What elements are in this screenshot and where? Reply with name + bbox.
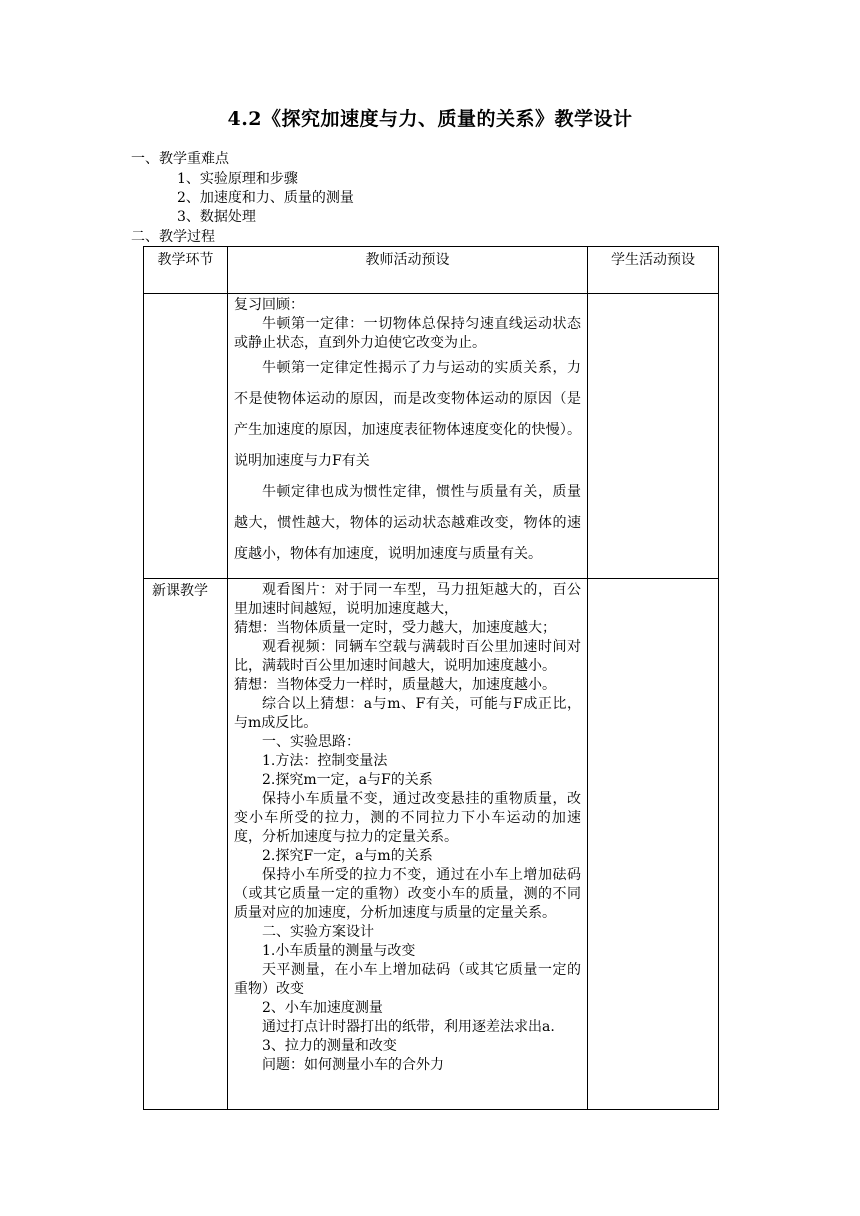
teaching-process-table [143,246,719,1110]
paragraph: 猜想：当物体受力一样时，质量越大，加速度越小。 [234,677,556,693]
teacher-activity-cell [228,579,588,1110]
paragraph: 2.探究m一定，a与F的关系 [262,772,433,788]
section-heading-process: 二、教学过程 [131,229,215,245]
paragraph: 观看图片：对于同一车型，马力扭矩越大的，百公里加速时间越短，说明加速度越大， [234,582,581,617]
header-teacher-activity: 教师活动预设 [228,247,588,294]
paragraph: 2.探究F一定，a与m的关系 [262,848,433,864]
paragraph: 保持小车所受的拉力不变，通过在小车上增加砝码（或其它质量一定的重物）改变小车的质量，测的不同质量对应的加速度，分析加速度与质量的定量关系。 [234,867,581,921]
paragraph: 1.方法：控制变量法 [262,753,388,769]
paragraph: 猜想：当物体质量一定时，受力越大，加速度越大； [234,620,556,636]
key-point-item: 3、数据处理 [177,209,256,225]
table-header-row [144,247,719,294]
header-student-activity: 学生活动预设 [588,247,719,294]
section-heading-key-points: 一、教学重难点 [131,151,229,167]
stage-cell: 新课教学 [144,579,228,1110]
paragraph: 综合以上猜想：a与m、F有关，可能与F成正比，与m成反比。 [234,696,581,731]
paragraph: 保持小车质量不变，通过改变悬挂的重物质量，改变小车所受的拉力，测的不同拉力下小车运动的加速度，分析加速度与拉力的定量关系。 [234,791,581,845]
paragraph: 问题：如何测量小车的合外力 [262,1057,444,1073]
paragraph: 天平测量，在小车上增加砝码（或其它质量一定的重物）改变 [234,962,581,997]
paragraph: 牛顿定律也成为惯性定律，惯性与质量有关，质量越大，惯性越大，物体的运动状态越难改变，物体的速度越小，物体有加速度，说明加速度与质量有关。 [234,484,581,562]
review-heading: 复习回顾： [234,297,304,313]
stage-cell [144,294,228,579]
key-point-item: 2、加速度和力、质量的测量 [177,190,354,206]
paragraph: 观看视频：同辆车空载与满载时百公里加速时间对比，满载时百公里加速时间越大，说明加速度越小。 [234,639,581,674]
paragraph: 2、小车加速度测量 [262,1000,383,1016]
paragraph: 牛顿第一定律：一切物体总保持匀速直线运动状态或静止状态，直到外力迫使它改变为止。 [234,316,581,351]
header-stage: 教学环节 [144,247,228,294]
paragraph: 一、实验思路： [262,734,360,750]
teacher-activity-cell [228,294,588,579]
paragraph: 牛顿第一定律定性揭示了力与运动的实质关系，力不是使物体运动的原因，而是改变物体运动的原因（是产生加速度的原因，加速度表征物体速度变化的快慢）。说明加速度与力F有关 [234,360,581,469]
table-row-new-lesson [144,579,719,1110]
paragraph: 通过打点计时器打出的纸带，利用逐差法求出a. [262,1019,555,1035]
student-activity-cell [588,294,719,579]
document-title: 4.2《探究加速度与力、质量的关系》教学设计 [227,108,633,130]
key-point-item: 1、实验原理和步骤 [177,171,298,187]
paragraph: 3、拉力的测量和改变 [262,1038,397,1054]
table-row-review [144,294,719,579]
paragraph: 二、实验方案设计 [262,924,374,940]
paragraph: 1.小车质量的测量与改变 [262,943,416,959]
student-activity-cell [588,579,719,1110]
